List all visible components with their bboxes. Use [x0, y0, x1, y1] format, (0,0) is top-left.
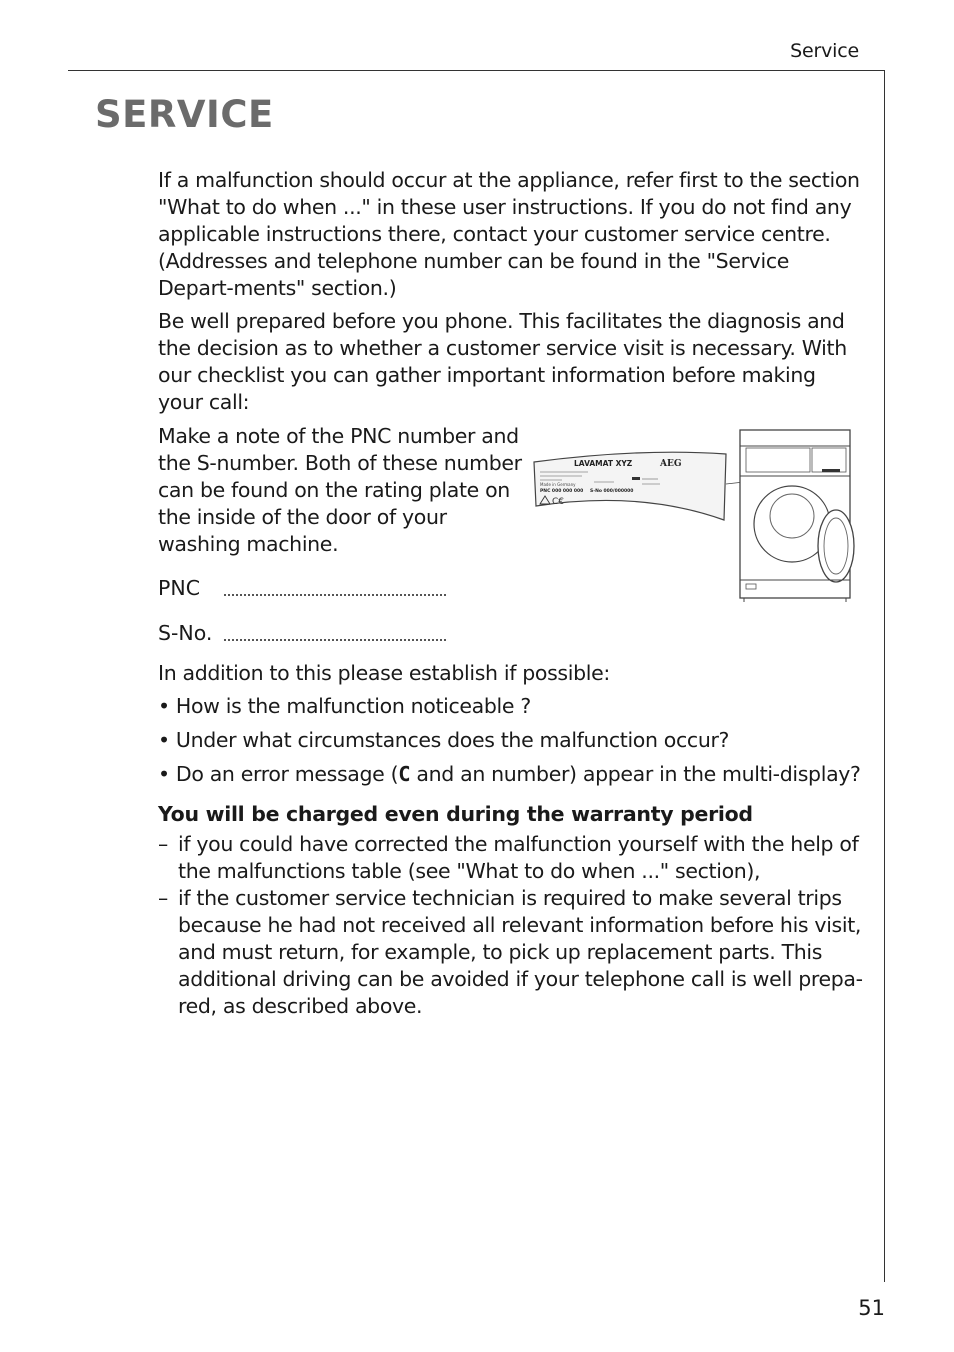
pnc-label: PNC	[158, 576, 201, 600]
rating-plate-pnc: PNC 000 000 000	[540, 489, 584, 494]
margin-rule	[884, 70, 885, 1282]
sno-blank-line	[224, 639, 446, 641]
sno-label: S-No.	[158, 621, 213, 645]
page-title: SERVICE	[95, 93, 274, 136]
establish-paragraph: In addition to this please establish if possible:	[158, 661, 610, 685]
rating-plate-model: LAVAMAT XYZ	[574, 459, 633, 468]
pnc-blank-line	[224, 594, 446, 596]
list-item: • How is the malfunction noticeable ?	[158, 694, 531, 718]
warranty-item-text: if the customer service technician is required to make several trips because he had not received all relevant information before his visit, and must return, for example, to pick up replacement parts. This additional driving can be avoided if your telephone call is well prepa-red, as described above.	[178, 886, 863, 1018]
warranty-heading: You will be charged even during the warranty period	[158, 802, 753, 826]
washing-machine-icon	[740, 430, 854, 602]
rating-plate-sno: S-No 000/000000	[590, 489, 634, 494]
prepare-paragraph: Be well prepared before you phone. This facilitates the diagnosis and the decision as to whether a customer service visit is necessary. With our checklist you can gather important information before making your call:	[158, 309, 847, 414]
list-item	[158, 762, 863, 786]
ce-mark-icon: C€	[552, 497, 565, 507]
rating-plate-brand: AEG	[660, 459, 682, 469]
pnc-field	[158, 576, 200, 600]
rating-plate	[534, 452, 726, 520]
warranty-item-text: if you could have corrected the malfunction yourself with the help of the malfunctions table (see "What to do when ..." section),	[178, 832, 859, 883]
sno-field	[158, 621, 212, 645]
rating-plate-made-in: Made in Germany	[540, 482, 576, 487]
dash-marker: –	[158, 886, 168, 910]
dash-marker: –	[158, 832, 168, 856]
list-item-text: and an number) appear in the multi-display?	[410, 762, 861, 786]
list-item: • Under what circumstances does the malfunction occur?	[158, 728, 730, 752]
error-code-glyph: C	[398, 762, 411, 786]
list-item-text: • Do an error message (	[158, 762, 399, 786]
header-rule	[68, 70, 885, 71]
running-header: Service	[790, 40, 859, 62]
intro-paragraph: If a malfunction should occur at the appliance, refer first to the section "What to do when ..." in these user instructions. If you do not find any applicable instructions there, contact your customer service centre. (Addresses and telephone number can be found in the "Service Depart-ments" section.)	[158, 168, 860, 300]
rating-plate-illustration	[530, 426, 860, 604]
page-number: 51	[858, 1296, 885, 1320]
note-paragraph: Make a note of the PNC number and the S-number. Both of these number can be found on the rating plate on the inside of the door of your washing machine.	[158, 424, 522, 556]
